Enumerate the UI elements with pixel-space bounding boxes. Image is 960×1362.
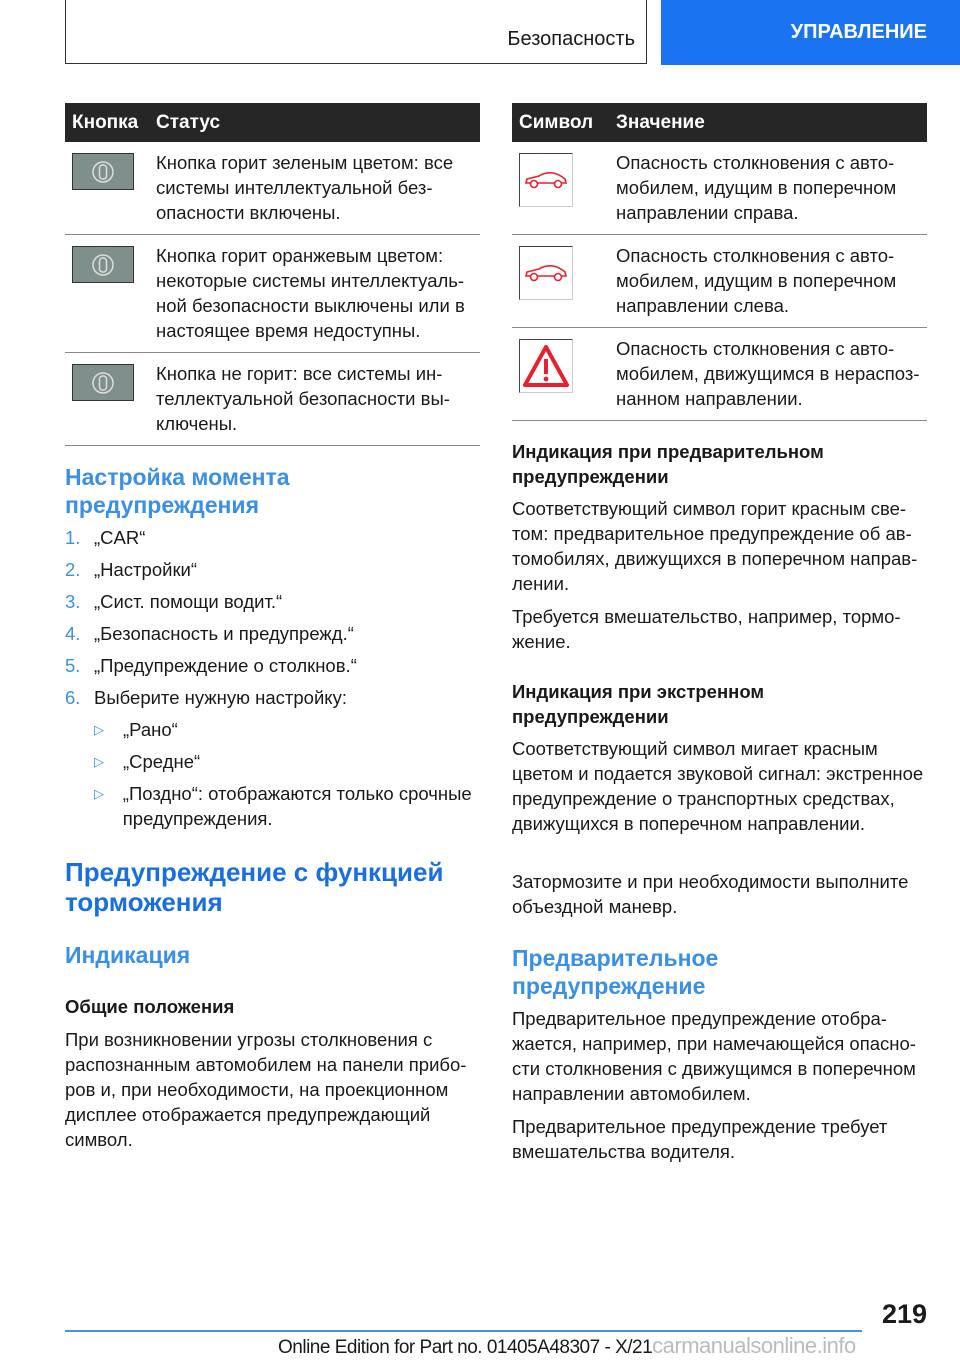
emergency-indication-text: Соответствующий символ мигает красным цветом и подается звуковой сигнал: экстренное предупреждение о транспортных средствах, движущихся в поперечном направлении.	[512, 738, 924, 834]
watermark: carmanualsonline.info	[652, 1333, 856, 1358]
table-row	[65, 142, 480, 235]
triangle-bullet-icon: ▷	[94, 786, 104, 801]
page-number: 219	[881, 1299, 927, 1329]
triangle-bullet-icon: ▷	[94, 722, 104, 737]
prewarning-text-2: Предварительное предупреждение требует вмешательства водителя.	[512, 1116, 888, 1162]
footer-edition: Online Edition for Part no. 01405A48307 - X/21carmanualsonline.info	[278, 1333, 856, 1358]
column-header: Символ	[519, 111, 594, 133]
emergency-indication-text-2: Затормозите и при необходимости выполните объездной маневр.	[512, 871, 909, 917]
table-row	[512, 328, 927, 421]
safety-button-icon	[72, 153, 134, 190]
general-text: При возникновении угрозы столкновения с распознанным автомобилем на панели приборов и, при необходимости, на проекционном дисплее отображается предупреждающий символ.	[65, 1029, 467, 1150]
prewarning-indication-heading: Индикация при предварительном предупреждении	[512, 441, 824, 487]
chapter-tab	[661, 0, 960, 65]
option-item: ▷ „Средне“	[94, 751, 201, 772]
status-text: Кнопка горит оранжевым цветом: некоторые системы интеллектуальной безопасности выключены или в настоящее время недоступны.	[156, 245, 465, 341]
table-header	[512, 103, 927, 142]
safety-button-icon	[72, 246, 134, 283]
table-row	[512, 142, 927, 235]
car-right-icon	[519, 153, 573, 207]
column-header: Статус	[156, 111, 221, 133]
list-item: 2. „Настройки“	[65, 559, 198, 580]
prewarning-indication-text-2: Требуется вмешательство, например, торможение.	[512, 606, 901, 652]
prewarning-indication-text: Соответствующий символ горит красным светом: предварительное предупреждение об автомобилях, движущихся в поперечном направлении.	[512, 498, 918, 594]
meaning-text: Опасность столкновения с автомобилем, идущим в поперечном направлении слева.	[616, 245, 897, 316]
meaning-text: Опасность столкновения с автомобилем, идущим в поперечном направлении справа.	[616, 152, 897, 223]
settings-steps	[65, 525, 480, 838]
status-text: Кнопка не горит: все системы интеллектуальной безопасности выключены.	[156, 363, 450, 434]
general-heading: Общие положения	[65, 996, 235, 1017]
warning-triangle-icon	[519, 339, 573, 393]
list-item: 3. „Сист. помощи водит.“	[65, 591, 283, 612]
braking-heading: Предупреждение с функцией торможения	[65, 857, 444, 917]
footer-rule	[65, 1330, 862, 1332]
list-item: 5. „Предупреждение о столкнов.“	[65, 655, 357, 676]
chapter-label: УПРАВЛЕНИЕ	[790, 21, 927, 43]
status-text: Кнопка горит зеленым цветом: все системы интеллектуальной безопасности включены.	[156, 152, 454, 223]
indication-heading: Индикация	[65, 942, 191, 968]
list-item: 4. „Безопасность и предупрежд.“	[65, 623, 354, 644]
list-item: 1. „CAR“	[65, 527, 146, 548]
table-header	[65, 103, 480, 142]
symbol-table	[512, 103, 927, 421]
triangle-bullet-icon: ▷	[94, 754, 104, 769]
prewarning-heading: Предварительное предупреждение	[512, 945, 719, 999]
option-item: ▷ „Рано“	[94, 719, 178, 740]
table-row	[65, 235, 480, 353]
list-item: 6. Выберите нужную настройку:	[65, 687, 347, 708]
section-title: Безопасность	[507, 28, 635, 50]
meaning-text: Опасность столкновения с автомобилем, движущимся в нераспознанном направлении.	[616, 338, 920, 409]
column-header: Кнопка	[72, 111, 139, 133]
prewarning-text: Предварительное предупреждение отображается, например, при намечающейся опасности столкновения с движущимся в поперечном направлении автомобилем.	[512, 1008, 916, 1104]
emergency-indication-heading: Индикация при экстренном предупреждении	[512, 681, 765, 727]
column-header: Значение	[616, 111, 705, 133]
table-row	[512, 235, 927, 328]
settings-heading: Настройка момента предупреждения	[65, 464, 290, 518]
table-row	[65, 353, 480, 446]
option-item: ▷ „Поздно“: отображаются только срочные предупреждения.	[94, 783, 472, 829]
car-left-icon	[519, 246, 573, 300]
button-status-table	[65, 103, 480, 446]
safety-button-icon	[72, 364, 134, 401]
